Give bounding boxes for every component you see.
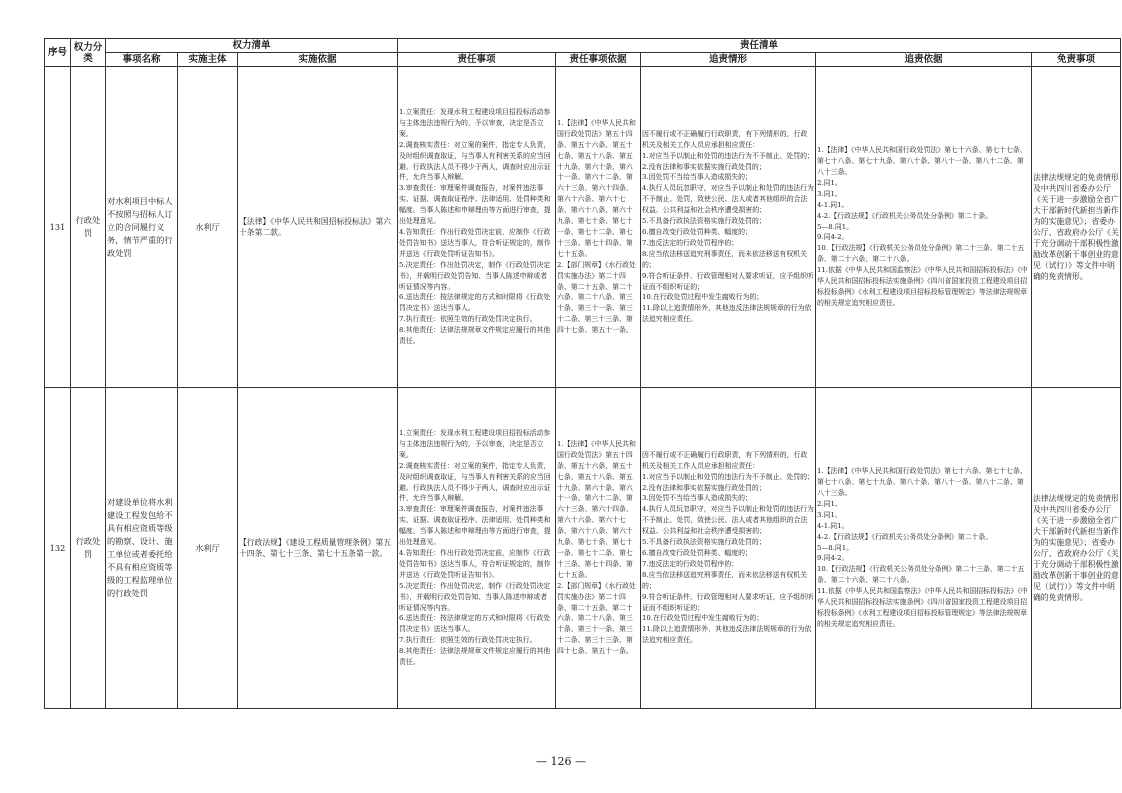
account-basis-cell: 1.【法律】《中华人民共和国行政处罚法》第七十六条、第七十七条、第七十八条、第七十九条、第八十条、第八十一条、第八十二条、第八十三条。 2.同1。 3.同1。 4-1.同1。 4-2.【行政法规】《行政机关公务员处分条例》第二十条。 5—8.同1。 9.同4-2。 10.【行政法规】《行政机关公务员处分条例》第二十三条、第二十五条、第二十六条、第二十八条。 11.依据《中华人民共和国监察法》《中华人民共和国招标投标法》《中华人民共和国招标投标法实施条例》《四川省国家投资工程建设项目招标投标条例》《水利工程建设项目招标投标管理规定》等法律法规规章的相关规定追究相应责任。	[816, 388, 1032, 709]
resp-items-cell: 1.立案责任：发现水利工程建设项目招投标活动参与主体违法违规行为的，予以审查，决定是否立案。 2.调查核实责任：对立案的案件，指定专人负责，及时组织调查取证，与当事人有利害关系的应当回避。行政执法人员不得少于两人，调查时应出示证件，允许当事人辩解。 3.审查责任：审理案件调查报告，对案件违法事实、证据、调查取证程序、法律适用、处罚种类和幅度、当事人陈述和申辩理由等方面进行审查，提出处理意见。 4.告知责任：作出行政处罚决定前，应制作《行政处罚告知书》送达当事人，符合听证规定的，制作并送达《行政处罚听证告知书》。 5.决定责任：作出处罚决定，制作《行政处罚决定书》，并载明行政处罚告知、当事人陈述申辩或者听证情况等内容。 6.送达责任：按法律规定的方式和时限将《行政处罚决定书》送达当事人。 7.执行责任：依照生效的行政处罚决定执行。 8.其他责任：法律法规规章文件规定应履行的其他责任。	[398, 67, 556, 388]
item-name-cell: 对水利项目中标人不按照与招标人订立的合同履行义务，情节严重的行政处罚	[106, 67, 178, 388]
page-number: — 126 —	[536, 755, 586, 768]
resp-basis-cell: 1.【法律】《中华人民共和国行政处罚法》第五十四条、第五十六条、第五十七条、第五十八条、第五十九条、第六十条、第六十一条、第六十二条、第六十三条、第六十四条、第六十六条、第六十七条、第六十八条、第六十九条、第七十条、第七十一条、第七十二条、第七十三条、第七十四条、第七十五条。 2.【部门规章】《水行政处罚实施办法》第二十四条、第二十五条、第二十六条、第二十八条、第三十条、第三十一条、第三十二条、第三十三条、第四十七条、第五十一条。	[556, 388, 641, 709]
basis-cell: 【法律】《中华人民共和国招标投标法》第六十条第二款。	[238, 67, 398, 388]
header-resp-basis: 责任事项依据	[556, 53, 641, 67]
header-seq: 序号	[45, 39, 71, 67]
exemption-cell: 法律法规规定的免责情形及中共四川省委办公厅《关于进一步激励全省广大干部新时代新担当新作为的实施意见》；省委办公厅、省政府办公厅《关于充分调动干部积极性激励改革创新干事创业的意见（试行）》等文件中明确的免责情形。	[1032, 67, 1121, 388]
accountability-cell: 因不履行或不正确履行行政职责，有下列情形的，行政机关及相关工作人员应承担相应责任： 1.对应当予以制止和处罚的违法行为不予制止、处罚的； 2.没有法律和事实依据实施行政处罚的； 3.因处罚不当给当事人造成损失的； 4.执行人员玩忽职守，对应当予以制止和处罚的违法行为不予制止、处罚，致使公民、法人或者其他组织的合法权益、公共利益和社会秩序遭受损害的； 5.不具备行政执法资格实施行政处罚的； 6.擅自改变行政处罚种类、幅度的； 7.违反法定的行政处罚程序的； 8.应当依法移送追究刑事责任，而未依法移送有权机关的； 9.符合听证条件、行政管理相对人要求听证，应予组织听证而不组织听证的； 10.在行政处罚过程中发生腐败行为的； 11.除以上追责情形外，其他违反法律法规规章的行为依法追究相应责任。	[641, 67, 816, 388]
header-account-basis: 追责依据	[816, 53, 1032, 67]
basis-cell: 【行政法规】《建设工程质量管理条例》第五十四条、第七十三条、第七十五条第一款。	[238, 388, 398, 709]
seq-cell: 132	[45, 388, 71, 709]
power-responsibility-table	[44, 38, 1121, 709]
category-cell: 行政处罚	[71, 388, 106, 709]
accountability-cell: 因不履行或不正确履行行政职责，有下列情形的，行政机关及相关工作人员应承担相应责任： 1.对应当予以制止和处罚的违法行为不予制止、处罚的； 2.没有法律和事实依据实施行政处罚的； 3.因处罚不当给当事人造成损失的； 4.执行人员玩忽职守，对应当予以制止和处罚的违法行为不予制止、处罚，致使公民、法人或者其他组织的合法权益、公共利益和社会秩序遭受损害的； 5.不具备行政执法资格实施行政处罚的； 6.擅自改变行政处罚种类、幅度的； 7.违反法定的行政处罚程序的； 8.应当依法移送追究刑事责任，而未依法移送有权机关的； 9.符合听证条件、行政管理相对人要求听证，应予组织听证而不组织听证的； 10.在行政处罚过程中发生腐败行为的； 11.除以上追责情形外，其他违反法律法规规章的行为依法追究相应责任。	[641, 388, 816, 709]
header-accountability: 追责情形	[641, 53, 816, 67]
account-basis-cell: 1.【法律】《中华人民共和国行政处罚法》第七十六条、第七十七条、第七十八条、第七十九条、第八十条、第八十一条、第八十二条、第八十三条。 2.同1。 3.同1。 4-1.同1。 4-2.【行政法规】《行政机关公务员处分条例》第二十条。 5—8.同1。 9.同4-2。 10.【行政法规】《行政机关公务员处分条例》第二十三条、第二十五条、第二十六条、第二十八条。 11.依据《中华人民共和国监察法》《中华人民共和国招标投标法》《中华人民共和国招标投标法实施条例》《四川省国家投资工程建设项目招标投标条例》《水利工程建设项目招标投标管理规定》等法律法规规章的相关规定追究相应责任。	[816, 67, 1032, 388]
header-resp-items: 责任事项	[398, 53, 556, 67]
subject-cell: 水利厅	[178, 67, 238, 388]
header-subject: 实施主体	[178, 53, 238, 67]
header-category: 权力分类	[71, 39, 106, 67]
resp-items-cell: 1.立案责任：发现水利工程建设项目招投标活动参与主体违法违规行为的，予以审查，决定是否立案。 2.调查核实责任：对立案的案件，指定专人负责，及时组织调查取证，与当事人有利害关系的应当回避。行政执法人员不得少于两人，调查时应出示证件，允许当事人辩解。 3.审查责任：审理案件调查报告，对案件违法事实、证据、调查取证程序、法律适用、处罚种类和幅度、当事人陈述和申辩理由等方面进行审查，提出处理意见。 4.告知责任：作出行政处罚决定前，应制作《行政处罚告知书》送达当事人，符合听证规定的，制作并送达《行政处罚听证告知书》。 5.决定责任：作出处罚决定，制作《行政处罚决定书》，并载明行政处罚告知、当事人陈述申辩或者听证情况等内容。 6.送达责任：按法律规定的方式和时限将《行政处罚决定书》送达当事人。 7.执行责任：依照生效的行政处罚决定执行。 8.其他责任：法律法规规章文件规定应履行的其他责任。	[398, 388, 556, 709]
header-basis: 实施依据	[238, 53, 398, 67]
resp-basis-cell: 1.【法律】《中华人民共和国行政处罚法》第五十四条、第五十六条、第五十七条、第五十八条、第五十九条、第六十条、第六十一条、第六十二条、第六十三条、第六十四条、第六十六条、第六十七条、第六十八条、第六十九条、第七十条、第七十一条、第七十二条、第七十三条、第七十四条、第七十五条。 2.【部门规章】《水行政处罚实施办法》第二十四条、第二十五条、第二十六条、第二十八条、第三十条、第三十一条、第三十二条、第三十三条、第四十七条、第五十一条。	[556, 67, 641, 388]
category-cell: 行政处罚	[71, 67, 106, 388]
table-row	[45, 67, 1121, 388]
header-exemption: 免责事项	[1032, 53, 1121, 67]
item-name-cell: 对建设单位将水利建设工程发包给不具有相应资质等级的勘察、设计、施工单位或者委托给不具有相应资质等级的工程监理单位的行政处罚	[106, 388, 178, 709]
seq-cell: 131	[45, 67, 71, 388]
table-row	[45, 388, 1121, 709]
exemption-cell: 法律法规规定的免责情形及中共四川省委办公厅《关于进一步激励全省广大干部新时代新担当新作为的实施意见》；省委办公厅、省政府办公厅《关于充分调动干部积极性激励改革创新干事创业的意见（试行）》等文件中明确的免责情形。	[1032, 388, 1121, 709]
header-power-list: 权力清单	[106, 39, 398, 53]
subject-cell: 水利厅	[178, 388, 238, 709]
header-item-name: 事项名称	[106, 53, 178, 67]
header-responsibility-list: 责任清单	[398, 39, 1121, 53]
